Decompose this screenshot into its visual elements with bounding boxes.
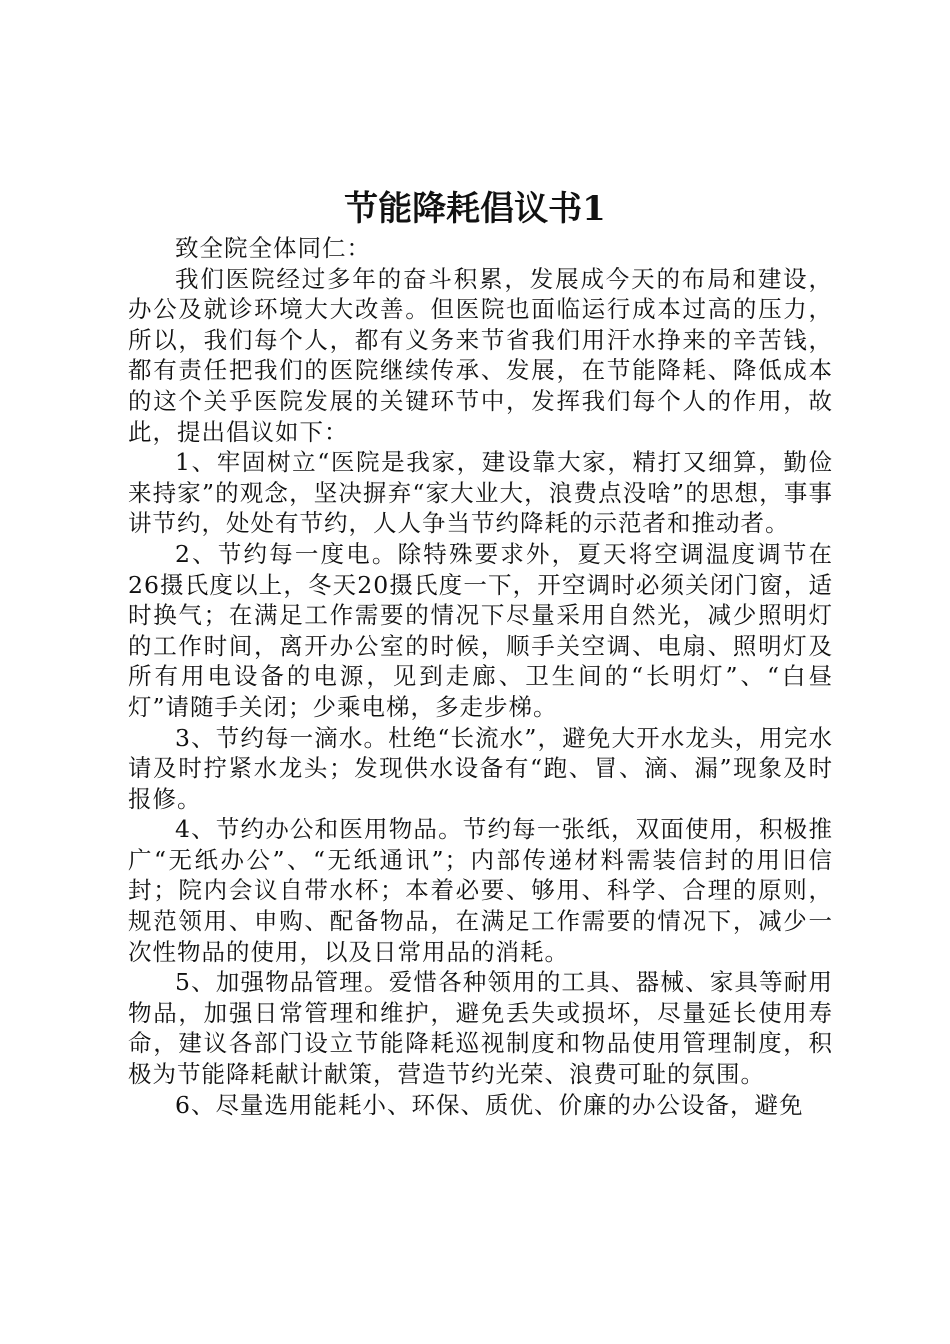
paragraph-item-6: 6、尽量选用能耗小、环保、质优、价廉的办公设备，避免	[175, 1090, 804, 1119]
paragraph-item-5: 5、加强物品管理。爱惜各种领用的工具、器械、家具等耐用物品，加强日常管理和维护，避免丢失或损坏，尽量延长使用寿命，建议各部门设立节能降耗巡视制度和物品使用管理制度，积极为节能降耗献计献策，营造节约光荣、浪费可耻的氛围。	[128, 968, 833, 1089]
paragraph-item-3: 3、节约每一滴水。杜绝“长流水”，避免大开水龙头，用完水请及时拧紧水龙头；发现供水设备有“跑、冒、滴、漏”现象及时报修。	[128, 723, 833, 813]
paragraph-item-1: 1、牢固树立“医院是我家，建设靠大家，精打又细算，勤俭来持家”的观念，坚决摒弃“家大业大，浪费点没啥”的思想，事事讲节约，处处有节约，人人争当节约降耗的示范者和推动者。	[128, 448, 833, 538]
salutation: 致全院全体同仁：	[175, 234, 371, 262]
paragraph-intro: 我们医院经过多年的奋斗积累，发展成今天的布局和建设，办公及就诊环境大大改善。但医院也面临运行成本过高的压力，所以，我们每个人，都有义务来节省我们用汗水挣来的辛苦钱，都有责任把我们的医院继续传承、发展，在节能降耗、降低成本的这个关乎医院发展的关键环节中，发挥我们每个人的作用，故此，提出倡议如下：	[128, 264, 833, 446]
paragraph-item-4: 4、节约办公和医用物品。节约每一张纸，双面使用，积极推广“无纸办公”、“无纸通讯”；内部传递材料需装信封的用旧信封；院内会议自带水杯；本着必要、够用、科学、合理的原则，规范领用、申购、配备物品，在满足工作需要的情况下，减少一次性物品的使用，以及日常用品的消耗。	[128, 815, 833, 966]
paragraph-item-2: 2、节约每一度电。除特殊要求外，夏天将空调温度调节在26摄氏度以上，冬天20摄氏度一下，开空调时必须关闭门窗，适时换气；在满足工作需要的情况下尽量采用自然光，减少照明灯的工作时间，离开办公室的时候，顺手关空调、电扇、照明灯及所有用电设备的电源，见到走廊、卫生间的“长明灯”、“白昼灯”请随手关闭；少乘电梯，多走步梯。	[128, 539, 833, 721]
document-body	[128, 233, 833, 1120]
document-title: 节能降耗倡议书1	[344, 189, 606, 229]
